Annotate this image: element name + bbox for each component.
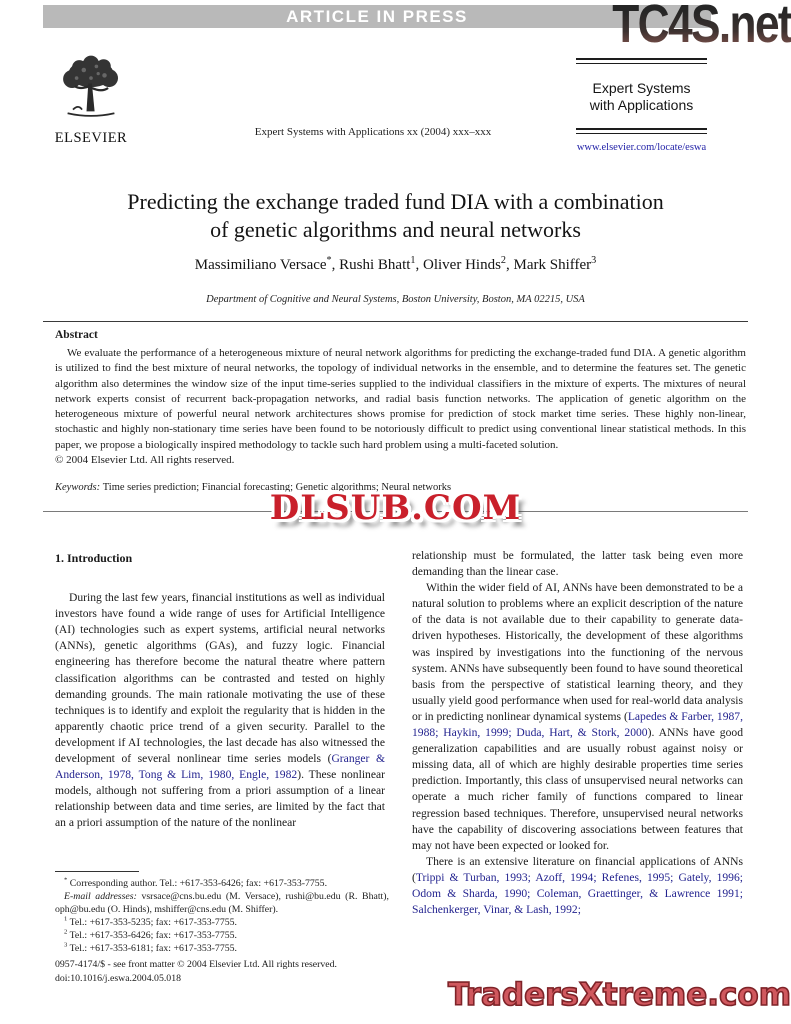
title-line2: of genetic algorithms and neural networks: [210, 217, 581, 242]
elsevier-tree-icon: [55, 53, 127, 123]
page-title: [0, 188, 791, 244]
abstract-heading: Abstract: [55, 329, 98, 341]
dlsub-watermark: DLSUB.COM: [269, 488, 522, 528]
elsevier-wordmark: ELSEVIER: [54, 130, 128, 146]
issn-line: 0957-4174/$ - see front matter © 2004 Elsevier Ltd. All rights reserved.: [55, 959, 337, 970]
tc4s-watermark: TC4S.net: [612, 0, 791, 55]
footnote-separator: [55, 871, 139, 872]
footer-block: [55, 958, 337, 986]
footnote-2: $^2$ Tel.: +617-353-6426; fax: +617-353-7755.: [64, 928, 237, 941]
journal-name: [576, 80, 707, 114]
right-column: [412, 548, 743, 918]
divider-rule-abstract-top: [43, 321, 748, 322]
right-paragraph-1: relationship must be formulated, the latter task being even more demanding than the linear case.: [412, 549, 743, 579]
footnote-3: $^3$ Tel.: +617-353-6181; fax: +617-353-7755.: [64, 941, 237, 954]
intro-paragraph-1: During the last few years, financial institutions as well as individual investors have found a wide range of uses for Artificial Intelligence (AI) technologies such as expert systems, artificial neural networks (ANNs), genetic algorithms (GAs), and fuzzy logic. Financial engineering has therefore become the natural theatre where pattern classification algorithms can be contrasted and tested on highly demanding grounds. The main rationale motivating the use of these techniques is to identify and exploit the regularity that is hidden in the apparently chaotic price trend of a given security. Parallel to the development if AI technologies, the last decade has also witnessed the development of several nonlinear time series models (Granger & Anderson, 1978, Tong & Lim, 1980, Engle, 1982). These nonlinear models, although not suffering from a priori assumption of a linear relationship between data and time series, are limited by the fact that an a priori assumption of the nature of the nonlinear: [55, 591, 385, 830]
citation-link[interactable]: Lapedes & Farber, 1987, 1988; Haykin, 1999; Duda, Hart, & Stork, 2000: [412, 709, 743, 740]
right-paragraph-2: Within the wider field of AI, ANNs have been demonstrated to be a natural solution to problems where an explicit description of the nature of the data is not available due to their capability to generate data-driven hypotheses. Historically, the development of these algorithms was inspired by investigations into the functioning of the nervous system. ANNs have subsequently been found to have sound theoretical basis from the perspective of statistical learning theory, and they usually yield good performance when used for real-world data analysis or in predicting nonlinear dynamical systems (Lapedes & Farber, 1987, 1988; Haykin, 1999; Duda, Hart, & Stork, 2000). ANNs have good generalization capabilities and are usually robust against noisy or missing data, all of which are highly desirable properties time series prediction. Importantly, this class of unsupervised neural networks can operate a much richer family of functions compared to linear regression based techniques. Therefore, unsupervised neural networks have the capability of discovering associations between features that may not have been expected or looked for.: [412, 581, 743, 852]
footnote-emails: E-mail addresses: vsrsace@cns.bu.edu (M. Versace), rushi@bu.edu (R. Bhatt), oph@bu.edu (O. Hinds), mshiffer@cns.edu (M. Shiffer).: [55, 891, 389, 915]
journal-branding-block: [576, 58, 707, 153]
footnotes-block: [55, 871, 389, 955]
author-list: Massimiliano Versace*, Rushi Bhatt$^1$, Oliver Hinds$^2$, Mark Shiffer$^3$: [194, 255, 597, 273]
double-rule-bottom: [576, 128, 707, 134]
double-rule-top: [576, 58, 707, 64]
journal-name-line2: with Applications: [589, 97, 694, 113]
abstract-text: We evaluate the performance of a heterogeneous mixture of neural network algorithms for predicting the exchange-traded fund DIA. A genetic algorithm is utilized to find the best mixture of neural networks, the topology of individual networks in the ensemble, and to determine the features set. The genetic algorithm also determines the window size of the input time-series supplied to the individual classifiers in the mixture of experts. The mixtures of neural network experts consist of recurrent back-propagation networks, and radial basis function networks. The application of genetic algorithm on the heterogeneous mixture of powerful neural network architectures shows promise for prediction of stock market time series. These highly non-linear, stochastic and highly non-stationary time series have been found to be notoriously difficult to predict using conventional linear statistical methods. In this paper, we propose a biologically inspired methodology to tackle such hard problem using a multi-faceted solution.: [55, 347, 746, 451]
journal-name-line1: Expert Systems: [592, 80, 691, 96]
doi-line: doi:10.1016/j.eswa.2004.05.018: [55, 973, 181, 984]
footnote-corresponding: * Corresponding author. Tel.: +617-353-6426; fax: +617-353-7755.: [64, 876, 328, 889]
title-line1: Predicting the exchange traded fund DIA with a combination: [127, 189, 664, 214]
affiliation: Department of Cognitive and Neural Systems, Boston University, Boston, MA 02215, USA: [206, 294, 585, 305]
abstract-body: [55, 346, 746, 468]
abstract-copyright: © 2004 Elsevier Ltd. All rights reserved.: [55, 454, 235, 467]
right-paragraph-3: There is an extensive literature on financial applications of ANNs (Trippi & Turban, 1993; Azoff, 1994; Refenes, 1995; Gately, 1996; Odom & Sharda, 1990; Coleman, Graettinger, & Lawrence 1991; Salchenkerger, Vinar, & Lash, 1992;: [412, 854, 743, 917]
journal-citation-line: Expert Systems with Applications xx (2004) xxx–xxx: [254, 126, 492, 138]
footnote-1: $^1$ Tel.: +617-353-5235; fax: +617-353-7755.: [64, 915, 237, 928]
tradersxtreme-watermark: TradersXtreme.com: [447, 977, 791, 1013]
left-column: [55, 548, 385, 832]
elsevier-locate-link[interactable]: www.elsevier.com/locate/eswa: [576, 142, 707, 153]
article-in-press-banner: ARTICLE IN PRESS: [43, 5, 711, 28]
keywords-line: Keywords: Time series prediction; Financial forecasting; Genetic algorithms; Neural networks: [55, 482, 452, 493]
citation-link[interactable]: Trippi & Turban, 1993; Azoff, 1994; Refenes, 1995; Gately, 1996; Odom & Sharda, 1990; Coleman, Graettinger, & Lawrence 1991; Salchenkerger, Vinar, & Lash, 1992;: [412, 870, 743, 917]
section-heading-introduction: 1. Introduction: [55, 551, 133, 565]
citation-link[interactable]: Granger & Anderson, 1978, Tong & Lim, 1980, Engle, 1982: [55, 752, 385, 782]
